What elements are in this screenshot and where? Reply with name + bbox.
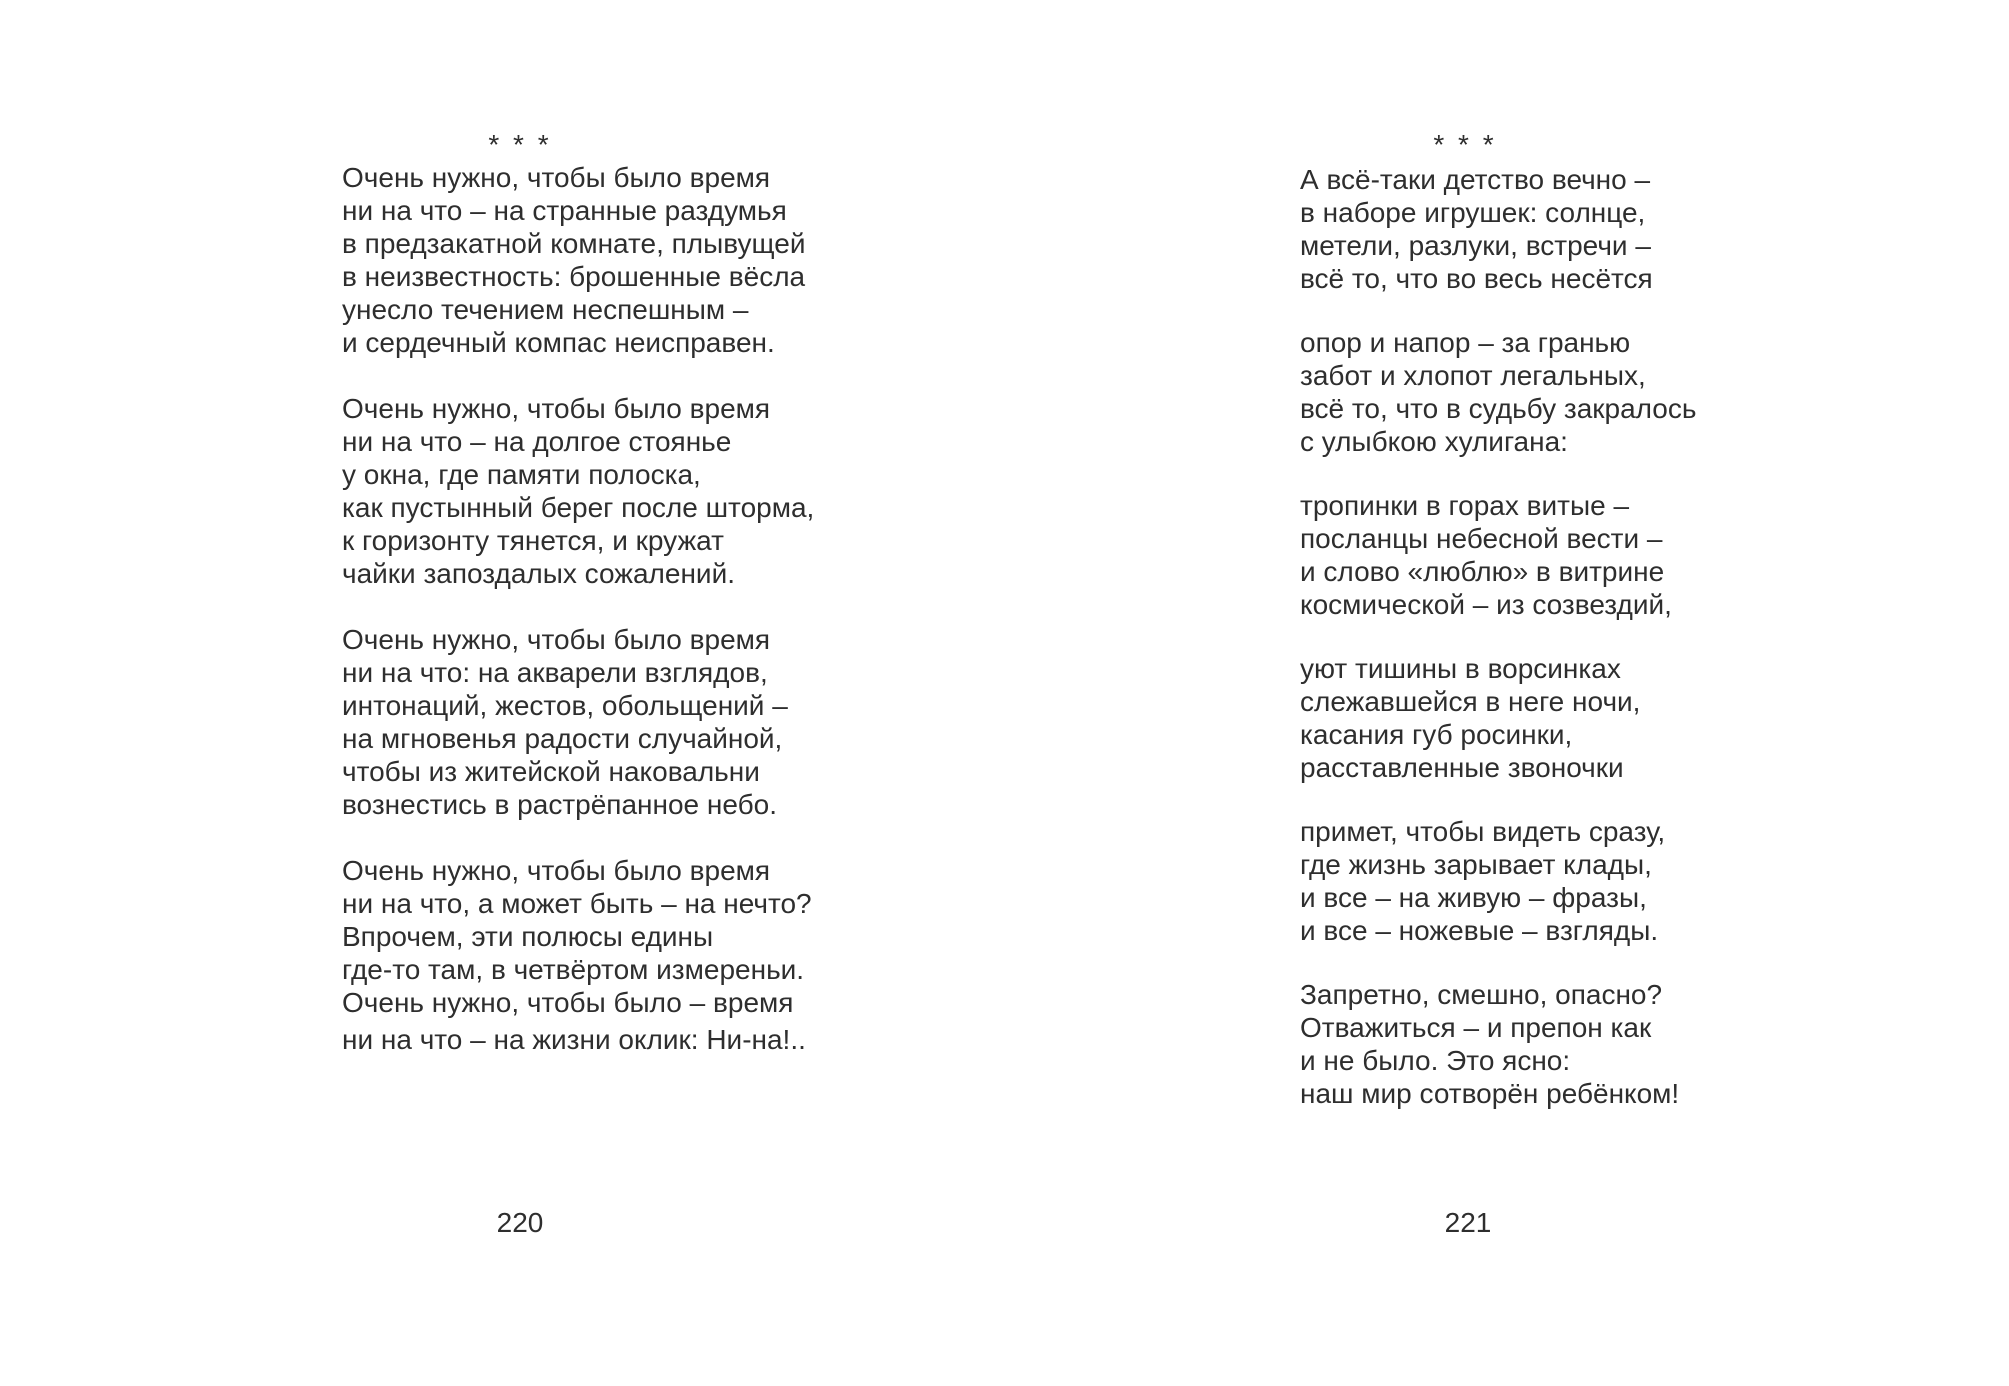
poem-line: на мгновенья радости случайной,: [342, 723, 783, 754]
section-divider-stars: * * *: [1433, 129, 1497, 160]
poem-line: ни на что – на странные раздумья: [342, 195, 787, 226]
poem-line: чайки запоздалых сожалений.: [342, 558, 735, 589]
poem-line: Очень нужно, чтобы было время: [342, 855, 771, 886]
poem-line: ни на что – на долгое стоянье: [342, 426, 732, 457]
stanza: [342, 854, 814, 1056]
stanza: [1300, 326, 1696, 458]
stanza: [342, 392, 814, 590]
poem-line: космической – из созвездий,: [1300, 589, 1672, 620]
poem-line: наш мир сотворён ребёнком!: [1300, 1078, 1680, 1109]
poem-line: Отважиться – и препон как: [1300, 1012, 1652, 1043]
page-right: [1004, 0, 2009, 1386]
stanza: [342, 161, 814, 359]
poem-line: касания губ росинки,: [1300, 719, 1573, 750]
poem-line: тропинки в горах витые –: [1300, 490, 1630, 521]
poem-line: всё то, что во весь несётся: [1300, 263, 1653, 294]
poem-line: метели, разлуки, встречи –: [1300, 230, 1651, 261]
section-divider-stars: * * *: [488, 129, 552, 160]
poem-line: и не было. Это ясно:: [1300, 1045, 1571, 1076]
poem-line: ни на что, а может быть – на нечто?: [342, 888, 812, 919]
page-left: [0, 0, 1004, 1386]
poem-right: [1300, 163, 1696, 1110]
stanza: [1300, 652, 1696, 784]
poem-line: Очень нужно, чтобы было время: [342, 624, 771, 655]
poem-line: в предзакатной комнате, плывущей: [342, 228, 806, 259]
poem-line: чтобы из житейской наковальни: [342, 756, 760, 787]
poem-line: и все – на живую – фразы,: [1300, 882, 1647, 913]
poem-line: Очень нужно, чтобы было время: [342, 162, 771, 193]
poem-line: унесло течением неспешным –: [342, 294, 749, 325]
poem-line: всё то, что в судьбу закралось: [1300, 393, 1697, 424]
poem-line: и все – ножевые – взгляды.: [1300, 915, 1659, 946]
poem-line: в неизвестность: брошенные вёсла: [342, 261, 806, 292]
stanza: [1300, 163, 1696, 295]
page-number-left: 220: [496, 1207, 544, 1238]
stanza: [1300, 815, 1696, 947]
poem-line: с улыбкою хулигана:: [1300, 426, 1568, 457]
poem-line: посланцы небесной вести –: [1300, 523, 1663, 554]
poem-line: забот и хлопот легальных,: [1300, 360, 1646, 391]
poem-line: интонаций, жестов, обольщений –: [342, 690, 788, 721]
poem-line: опор и напор – за гранью: [1300, 327, 1631, 358]
stanza: [1300, 489, 1696, 621]
poem-left: [342, 161, 814, 1056]
poem-line: Впрочем, эти полюсы едины: [342, 921, 714, 952]
poem-line: уют тишины в ворсинках: [1300, 653, 1621, 684]
page-number-right: 221: [1444, 1207, 1492, 1238]
poem-line: А всё-таки детство вечно –: [1300, 164, 1651, 195]
poem-line: у окна, где памяти полоска,: [342, 459, 701, 490]
poem-line: где жизнь зарывает клады,: [1300, 849, 1652, 880]
poem-line: как пустынный берег после шторма,: [342, 492, 815, 523]
poem-line: Запретно, смешно, опасно?: [1300, 979, 1663, 1010]
poem-line: Очень нужно, чтобы было – время: [342, 987, 794, 1018]
stanza: [1300, 978, 1696, 1110]
poem-line: ни на что – на жизни оклик: Ни-на!..: [342, 1024, 806, 1055]
poem-line: в наборе игрушек: солнце,: [1300, 197, 1646, 228]
stanza: [342, 623, 814, 821]
poem-line: расставленные звоночки: [1300, 752, 1624, 783]
poem-line: примет, чтобы видеть сразу,: [1300, 816, 1666, 847]
poem-line: и слово «люблю» в витрине: [1300, 556, 1665, 587]
poem-line: ни на что: на акварели взглядов,: [342, 657, 768, 688]
poem-line: к горизонту тянется, и кружат: [342, 525, 724, 556]
poem-line: слежавшейся в неге ночи,: [1300, 686, 1641, 717]
poem-line: вознестись в растрёпанное небо.: [342, 789, 777, 820]
poem-line: Очень нужно, чтобы было время: [342, 393, 771, 424]
poem-line: и сердечный компас неисправен.: [342, 327, 775, 358]
poem-line: где-то там, в четвёртом измереньи.: [342, 954, 805, 985]
